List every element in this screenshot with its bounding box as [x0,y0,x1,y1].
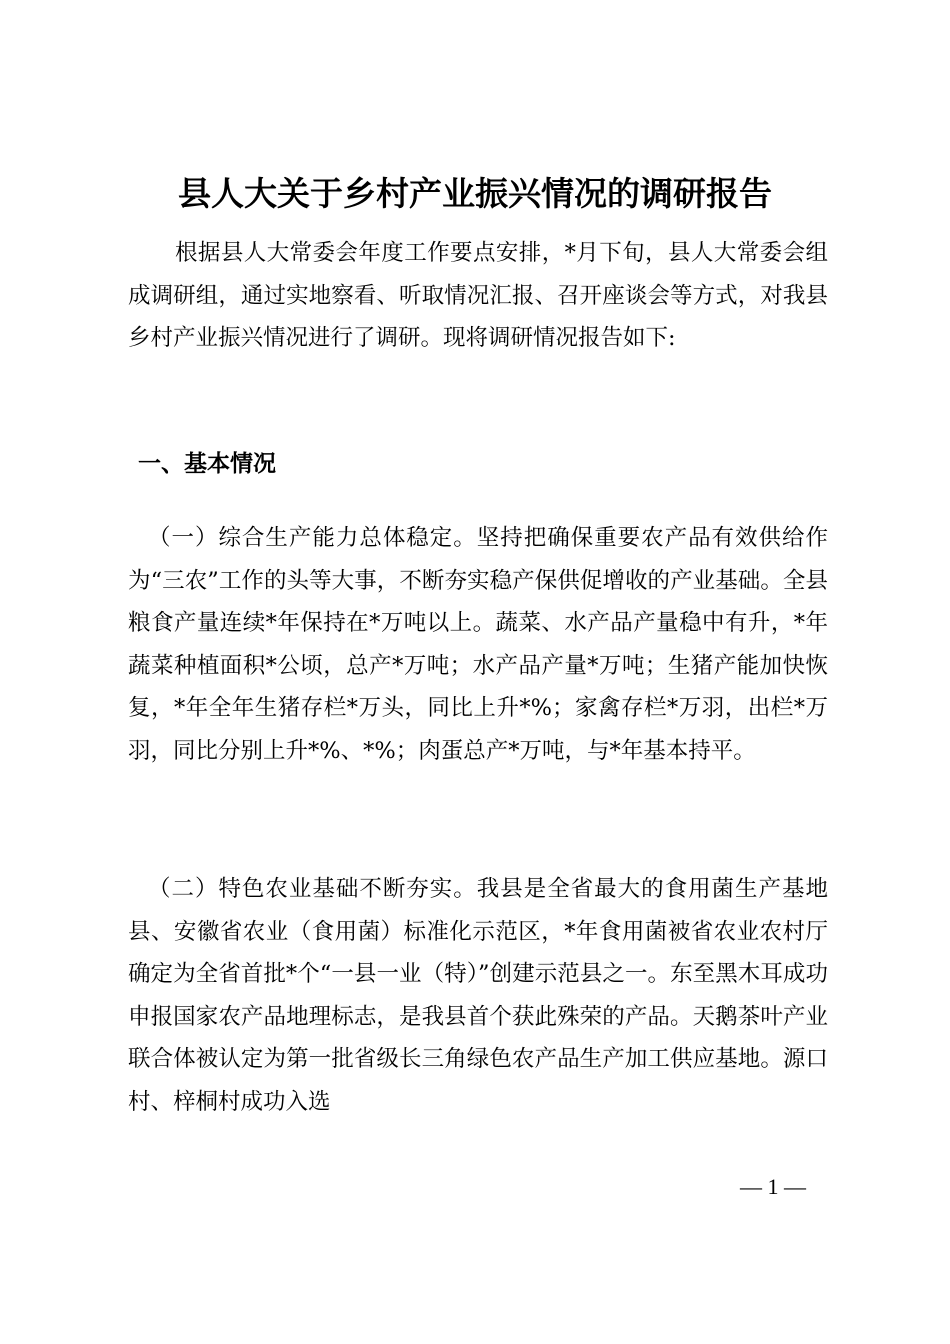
document-title: 县人大关于乡村产业振兴情况的调研报告 [178,174,772,213]
paragraph-characteristic-agriculture: （二）特色农业基础不断夯实。我县是全省最大的食用菌生产基地县、安徽省农业（食用菌）标准化示范区，*年食用菌被省农业农村厅确定为全省首批*个“一县一业（特）”创建示范县之一。东至黑木耳成功申报国家农产品地理标志，是我县首个获此殊荣的产品。天鹅茶叶产业联合体被认定为第一批省级长三角绿色农产品生产加工供应基地。源口村、梓桐村成功入选 [128,876,828,1115]
intro-paragraph: 根据县人大常委会年度工作要点安排，*月下旬，县人大常委会组成调研组，通过实地察看、听取情况汇报、召开座谈会等方式，对我县乡村产业振兴情况进行了调研。现将调研情况报告如下: [128,240,828,351]
section-heading-basic-situation: 一、基本情况 [138,451,276,477]
page-number: — 1 — [740,1174,806,1199]
paragraph-production-capacity: （一）综合生产能力总体稳定。坚持把确保重要农产品有效供给作为“三农”工作的头等大事，不断夯实稳产保供促增收的产业基础。全县粮食产量连续*年保持在*万吨以上。蔬菜、水产品产量稳中有升，*年蔬菜种植面积*公顷，总产*万吨；水产品产量*万吨；生猪产能加快恢复，*年全年生猪存栏*万头，同比上升*%；家禽存栏*万羽，出栏*万羽，同比分别上升*%、*%；肉蛋总产*万吨，与*年基本持平。 [128,525,828,764]
